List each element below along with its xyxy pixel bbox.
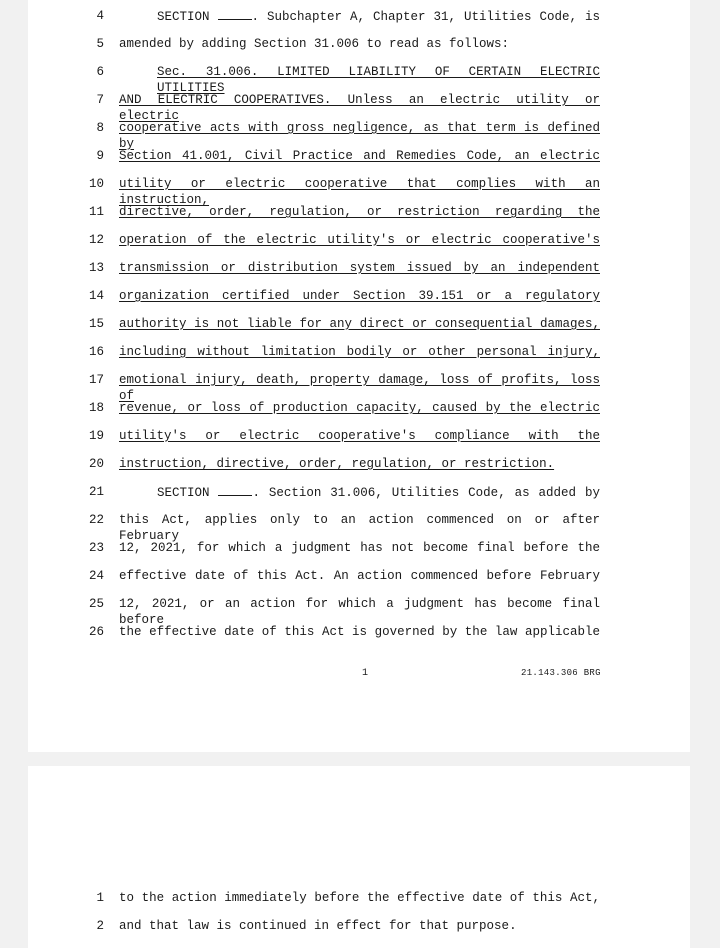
line-text: cooperative acts with gross negligence, as that term is defined by xyxy=(119,121,600,151)
line-text: 12, 2021, for which a judgment has not become final before the xyxy=(119,541,600,555)
text-line xyxy=(28,2,690,30)
line-number: 7 xyxy=(96,93,104,107)
line-number: 24 xyxy=(88,569,104,583)
line-number: 15 xyxy=(88,317,104,331)
text-line xyxy=(28,506,690,543)
line-text: revenue, or loss of production capacity, caused by the electric xyxy=(119,401,600,415)
line-number: 18 xyxy=(88,401,104,415)
text-line xyxy=(28,618,690,646)
line-text: SECTION . Section 31.006, Utilities Code, as added by xyxy=(157,486,600,500)
line-text: instruction, directive, order, regulation, or restriction. xyxy=(119,457,555,471)
line-number: 26 xyxy=(88,625,104,639)
text-line xyxy=(28,366,690,403)
line-text: Section 41.001, Civil Practice and Remedies Code, an electric xyxy=(119,149,600,163)
line-number: 17 xyxy=(88,373,104,387)
line-number: 25 xyxy=(88,597,104,611)
line-text: 12, 2021, or an action for which a judgment has become final before xyxy=(119,597,600,627)
line-number: 2 xyxy=(96,919,104,933)
text-line xyxy=(28,142,690,170)
line-text: utility or electric cooperative that complies with an instruction, xyxy=(119,177,600,207)
text-line xyxy=(28,478,690,506)
line-text: and that law is continued in effect for that purpose. xyxy=(119,919,517,933)
text-line xyxy=(28,310,690,338)
text-line xyxy=(28,338,690,366)
line-text: emotional injury, death, property damage, loss of profits, loss of xyxy=(119,373,600,403)
line-number: 10 xyxy=(88,177,104,191)
document-page-2 xyxy=(28,766,690,948)
section-blank xyxy=(218,8,252,20)
text-line xyxy=(28,394,690,422)
line-number: 20 xyxy=(88,457,104,471)
line-number: 13 xyxy=(88,261,104,275)
text-line xyxy=(28,590,690,627)
line-number: 6 xyxy=(96,65,104,79)
text-line xyxy=(28,254,690,282)
text-line xyxy=(28,198,690,226)
text-line xyxy=(28,226,690,254)
line-number: 19 xyxy=(88,429,104,443)
text-line xyxy=(28,282,690,310)
line-number: 21 xyxy=(88,485,104,499)
line-text: transmission or distribution system issued by an independent xyxy=(119,261,600,275)
text-line xyxy=(28,884,690,912)
text-line xyxy=(28,86,690,123)
text-line xyxy=(28,562,690,590)
line-text: this Act, applies only to an action commenced on or after February xyxy=(119,513,600,543)
line-number: 4 xyxy=(96,9,104,23)
line-text: organization certified under Section 39.151 or a regulatory xyxy=(119,289,600,303)
text-line xyxy=(28,114,690,151)
line-number: 9 xyxy=(96,149,104,163)
line-number: 12 xyxy=(88,233,104,247)
document-id: 21.143.306 BRG xyxy=(521,668,601,678)
text-line xyxy=(28,422,690,450)
line-number: 22 xyxy=(88,513,104,527)
text-line xyxy=(28,912,690,940)
line-text: operation of the electric utility's or electric cooperative's xyxy=(119,233,600,247)
page-number: 1 xyxy=(362,668,369,679)
text-line xyxy=(28,450,690,478)
line-number: 23 xyxy=(88,541,104,555)
line-number: 8 xyxy=(96,121,104,135)
text-line xyxy=(28,170,690,207)
text-line xyxy=(28,534,690,562)
line-text: the effective date of this Act is governed by the law applicable xyxy=(119,625,600,639)
line-text: amended by adding Section 31.006 to read as follows: xyxy=(119,37,510,51)
line-text: SECTION . Subchapter A, Chapter 31, Utilities Code, is xyxy=(157,10,600,24)
line-number: 5 xyxy=(96,37,104,51)
line-text: utility's or electric cooperative's compliance with the xyxy=(119,429,600,443)
line-number: 16 xyxy=(88,345,104,359)
line-number: 14 xyxy=(88,289,104,303)
line-text: AND ELECTRIC COOPERATIVES. Unless an electric utility or electric xyxy=(119,93,600,123)
line-text: including without limitation bodily or other personal injury, xyxy=(119,345,600,359)
underlined-insert: Sec. 31.006. LIMITED LIABILITY OF CERTAIN ELECTRIC UTILITIES xyxy=(157,65,600,95)
line-text: directive, order, regulation, or restriction regarding the xyxy=(119,205,600,219)
line-number: 11 xyxy=(88,205,104,219)
document-page-1 xyxy=(28,0,690,752)
text-line xyxy=(28,30,690,58)
line-number: 1 xyxy=(96,891,104,905)
text-line xyxy=(28,58,690,95)
line-text: to the action immediately before the effective date of this Act, xyxy=(119,891,600,905)
line-text: authority is not liable for any direct or consequential damages, xyxy=(119,317,600,331)
line-text: effective date of this Act. An action commenced before February xyxy=(119,569,600,583)
section-blank xyxy=(218,484,252,496)
